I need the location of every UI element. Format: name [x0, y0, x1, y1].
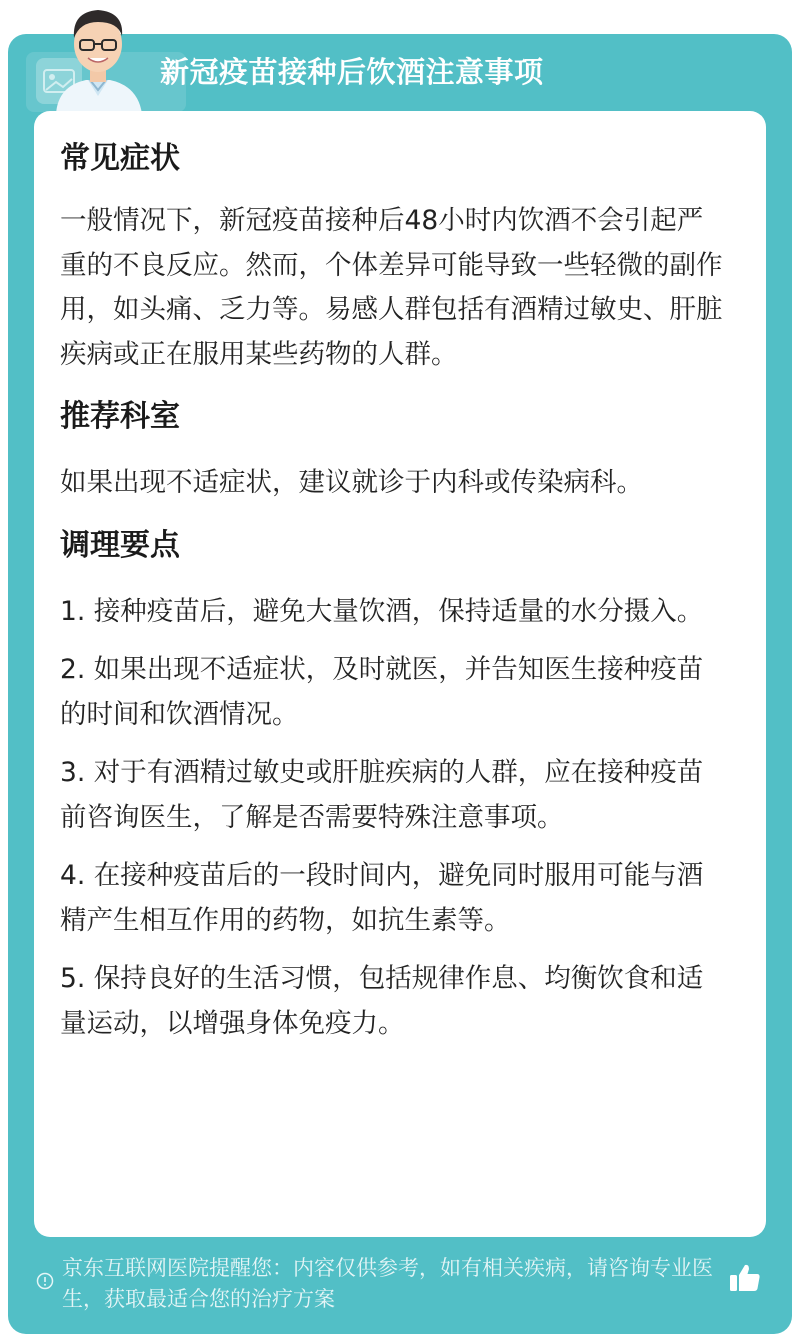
- care-point-1: 1. 接种疫苗后，避免大量饮酒，保持适量的水分摄入。: [60, 595, 704, 627]
- page-title: 新冠疫苗接种后饮酒注意事项: [160, 55, 544, 89]
- symptoms-paragraph: 一般情况下，新冠疫苗接种后48小时内饮酒不会引起严重的不良反应。然而，个体差异可能导致一些轻微的副作用，如头痛、乏力等。易感人群包括有酒精过敏史、肝脏疾病或正在服用某些药物的人群。: [60, 205, 723, 370]
- care-point-3: 3. 对于有酒精过敏史或肝脏疾病的人群，应在接种疫苗前咨询医生，了解是否需要特殊注意事项。: [60, 757, 704, 833]
- disclaimer-text: 京东互联网医院提醒您：内容仅供参考，如有相关疾病，请咨询专业医生，获取最适合您的治疗方案: [62, 1256, 713, 1311]
- content-card: [34, 111, 766, 1237]
- info-icon: [36, 1272, 54, 1290]
- article-content: [60, 111, 726, 1046]
- care-point-4: 4. 在接种疫苗后的一段时间内，避免同时服用可能与酒精产生相互作用的药物，如抗生素等。: [60, 860, 704, 936]
- doctor-avatar: [38, 0, 158, 114]
- section-title-care-points: 调理要点: [60, 527, 180, 563]
- footer: [8, 1241, 792, 1334]
- care-point-2: 2. 如果出现不适症状，及时就医，并告知医生接种疫苗的时间和饮酒情况。: [60, 654, 704, 730]
- care-point-5: 5. 保持良好的生活习惯，包括规律作息、均衡饮食和适量运动，以增强身体免疫力。: [60, 963, 704, 1039]
- department-paragraph: 如果出现不适症状，建议就诊于内科或传染病科。: [60, 467, 643, 498]
- section-title-department: 推荐科室: [60, 399, 180, 434]
- section-title-symptoms: 常见症状: [60, 141, 180, 176]
- thumbs-up-icon[interactable]: [728, 1261, 762, 1295]
